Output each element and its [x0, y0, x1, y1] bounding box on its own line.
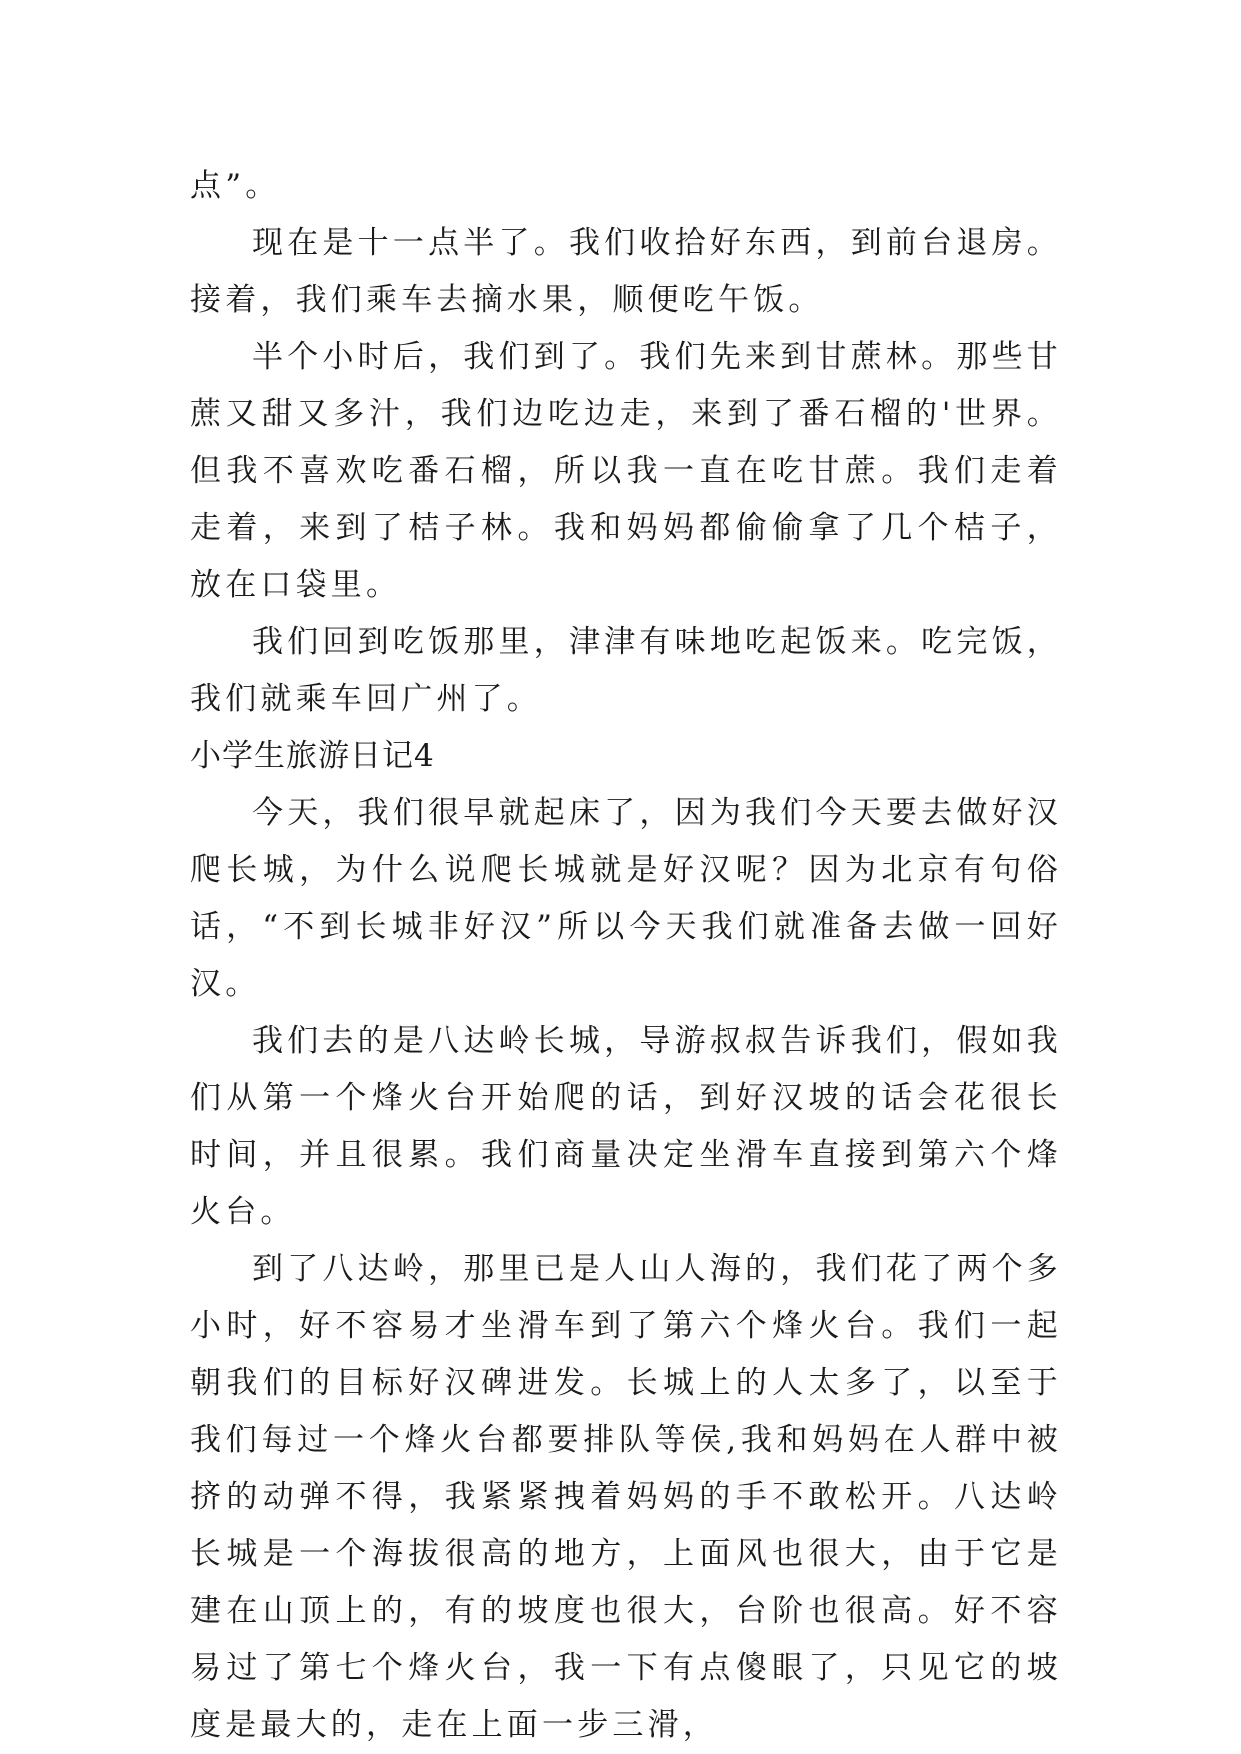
paragraph: 半个小时后，我们到了。我们先来到甘蔗林。那些甘蔗又甜又多汁，我们边吃边走，来到了番石榴的'世界。但我不喜欢吃番石榴，所以我一直在吃甘蔗。我们走着走着，来到了桔子林。我和妈妈都偷偷拿了几个桔子，放在口袋里。	[190, 339, 1062, 603]
paragraph: 我们去的是八达岭长城，导游叔叔告诉我们，假如我们从第一个烽火台开始爬的话，到好汉坡的话会花很长时间，并且很累。我们商量决定坐滑车直接到第六个烽火台。	[190, 1023, 1062, 1230]
paragraph: 现在是十一点半了。我们收拾好东西，到前台退房。接着，我们乘车去摘水果，顺便吃午饭。	[190, 225, 1062, 318]
section-heading: 小学生旅游日记4	[190, 738, 435, 774]
paragraph: 我们回到吃饭那里，津津有味地吃起饭来。吃完饭，我们就乘车回广州了。	[190, 624, 1062, 717]
paragraph: 今天，我们很早就起床了，因为我们今天要去做好汉爬长城，为什么说爬长城就是好汉呢？因为北京有句俗话，“不到长城非好汉”所以今天我们就准备去做一回好汉。	[190, 795, 1062, 1002]
paragraph: 到了八达岭，那里已是人山人海的，我们花了两个多小时，好不容易才坐滑车到了第六个烽火台。我们一起朝我们的目标好汉碑进发。长城上的人太多了，以至于我们每过一个烽火台都要排队等侯,我和妈妈在人群中被挤的动弹不得，我紧紧拽着妈妈的手不敢松开。八达岭长城是一个海拔很高的地方，上面风也很大，由于它是建在山顶上的，有的坡度也很大，台阶也很高。好不容易过了第七个烽火台，我一下有点傻眼了，只见它的坡度是最大的，走在上面一步三滑，	[190, 1251, 1062, 1743]
document-body	[190, 158, 1062, 1754]
paragraph-continuation: 点”。	[190, 168, 281, 204]
